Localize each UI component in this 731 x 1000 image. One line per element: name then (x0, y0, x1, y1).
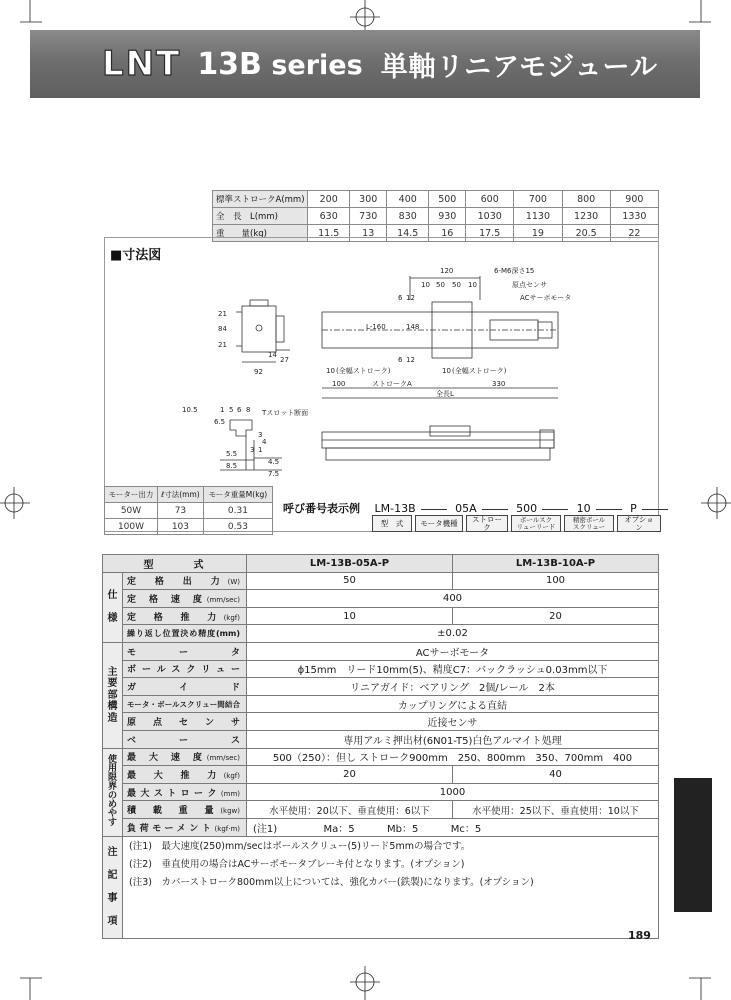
stroke-cell: 22 (610, 225, 658, 242)
dim-total: 全長L (436, 390, 454, 398)
dim-s21b: 21 (218, 341, 227, 349)
stroke-cell: 17.5 (466, 225, 514, 242)
stroke-cell: 13 (350, 225, 387, 242)
spec-row-rated-thrust: 定 格 推 力(kgf) 10 20 (103, 607, 659, 625)
spec-row-note3: (注3) カバーストローク800mm以上については、強化カバー(鉄製)になります。(オプション) (103, 872, 659, 890)
dim-t6: 6 (237, 406, 242, 414)
spec-row-max-stroke: 最大ストローク(mm) 1000 (103, 783, 659, 801)
stroke-table-row (213, 208, 659, 225)
dim-acmotor: ACサーボモータ (520, 294, 572, 302)
spec-row-note1: 注 記 事 項 (注1) 最大速度(250)mm/secはボールスクリュー(5)リード5mmの場合です。 (103, 836, 659, 854)
stroke-table-row (213, 191, 659, 208)
motor-header-cell: モータ重量M(kg) (203, 487, 272, 503)
motor-header-cell: モーター出力 (105, 487, 158, 503)
dim-t85: 8.5 (226, 462, 238, 470)
dim-s21a: 21 (218, 310, 227, 318)
stroke-cell: 730 (350, 208, 387, 225)
motor-header-cell: ℓ寸法(mm) (157, 487, 203, 503)
dim-m6: 6-M6深さ15 (494, 267, 535, 275)
model-code-example (283, 500, 670, 516)
stroke-cell: 800 (562, 191, 610, 208)
dim-t105: 10.5 (182, 406, 198, 414)
stroke-cell: 1130 (514, 208, 562, 225)
spec-row-max-thrust: 最 大 推 力(kgf) 20 40 (103, 766, 659, 784)
model-code-boxes (372, 515, 661, 532)
motor-cell: 100W (105, 519, 158, 535)
model-code-part: 500 (516, 502, 538, 515)
code-box-stroke: ストローク (466, 515, 508, 532)
index-tab (674, 778, 712, 912)
dim-t5: 5 (229, 406, 234, 414)
dim-tslot: Tスロット断面 (262, 409, 309, 417)
stroke-cell: 19 (514, 225, 562, 242)
stroke-cell: 700 (514, 191, 562, 208)
spec-row-blank (103, 890, 659, 938)
model-code-part: 10 (576, 502, 591, 515)
stroke-cell: 1230 (562, 208, 610, 225)
stroke-cell: 11.5 (308, 225, 350, 242)
page-number: 189 (628, 929, 651, 942)
spec-row-sensor: 原 点 セ ン サ 近接センサ (103, 713, 659, 731)
crop-mark-right (697, 483, 731, 523)
stroke-cell: 14.5 (387, 225, 429, 242)
dim-stroke: ストロークA (372, 380, 412, 388)
dim-t8: 8 (246, 406, 251, 414)
stroke-row-label: 重 量(kg) (213, 225, 308, 242)
series-label: 13B series (197, 46, 363, 82)
stroke-cell: 630 (308, 208, 350, 225)
dim-top50a: 50 (436, 281, 445, 289)
stroke-cell: 830 (387, 208, 429, 225)
corner-mark-tr (681, 0, 711, 30)
dimension-title: ■寸法図 (110, 248, 162, 263)
dim-top10b: 10 (468, 281, 477, 289)
dim-t4: 4 (262, 438, 267, 446)
dim-top10: 10 (421, 281, 430, 289)
stroke-cell: 16 (429, 225, 466, 242)
dim-t31: 3 (250, 446, 255, 454)
dim-t75: 7.5 (268, 470, 280, 478)
dim-origin: 原点センサ (512, 281, 547, 289)
dim-t1: 1 (220, 406, 225, 414)
corner-mark-br (681, 970, 711, 1000)
spec-row-motor: 主 要 部 構 造 モ ー タ ACサーボモータ (103, 642, 659, 660)
code-box-type: 型 式 (372, 515, 412, 532)
stroke-cell: 200 (308, 191, 350, 208)
corner-mark-tl (20, 0, 50, 30)
stroke-cell: 600 (466, 191, 514, 208)
code-box-lead: ボールスク リューリード (511, 515, 561, 532)
spec-row-ballscrew: ボールスクリュー ϕ15mm リード10mm(5)、精度C7：バックラッシュ0.03mm以下 (103, 660, 659, 678)
motor-cell: 0.31 (203, 503, 272, 519)
spec-row-rated-output: 仕 様 定 格 出 力(W) 50 100 (103, 572, 659, 590)
dim-d6b: 6 (398, 356, 403, 364)
dim-top120: 120 (440, 267, 454, 275)
spec-row-max-speed: 使 用 限 界 の め や す 最 大 速 度(mm/sec) 500（250）：但し ストローク900mm 250、800mm 350、700mm 400 (103, 748, 659, 766)
crop-mark-left (0, 483, 34, 523)
code-box-option: オプション (617, 515, 661, 532)
dim-stroke-b: (全幅ストローク) (452, 367, 507, 375)
stroke-cell: 900 (610, 191, 658, 208)
dim-d6a: 6 (398, 294, 403, 302)
model-code-part: 05A (455, 502, 477, 515)
brand-logo: LNT (102, 44, 182, 84)
motor-cell: 0.53 (203, 519, 272, 535)
dim-d10b: 10 (442, 367, 451, 375)
stroke-cell: 500 (429, 191, 466, 208)
spec-row-load: 積 載 重 量(kgw) 水平使用：20以下、垂直使用：6以下 水平使用：25以下、垂直使用：10以下 (103, 801, 659, 819)
stroke-cell: 400 (387, 191, 429, 208)
motor-table-row (105, 519, 273, 535)
spec-row-rated-speed: 定 格 速 度(mm/sec) 400 (103, 590, 659, 608)
spec-row-guide: ガ イ ド リニアガイド：ベアリング 2個/レール 2本 (103, 678, 659, 696)
dim-s27: 27 (280, 356, 289, 364)
spec-table (102, 554, 659, 939)
header-banner (30, 30, 700, 98)
dim-100: 100 (332, 380, 346, 388)
code-box-precision: 精密ボール スクリュー (564, 515, 614, 532)
stroke-cell: 1030 (466, 208, 514, 225)
dim-t31b: 1 (258, 446, 263, 454)
dim-s84: 84 (218, 325, 227, 333)
spec-row-model: 型 式 LM-13B-05A-P LM-13B-10A-P (103, 555, 659, 573)
dim-148: 148 (406, 323, 420, 331)
motor-table-row (105, 503, 273, 519)
spec-row-note2: (注2) 垂直使用の場合はACサーボモータブレーキ付となります。(オプション) (103, 854, 659, 872)
dim-t65: 6.5 (214, 418, 226, 426)
stroke-row-label: 全 長 L(mm) (213, 208, 308, 225)
dim-d12b: 12 (406, 356, 415, 364)
code-box-motor: モータ機種 (415, 515, 463, 532)
dim-stroke-a: (全幅ストローク) (336, 367, 391, 375)
motor-cell: 73 (157, 503, 203, 519)
model-code-part: LM-13B (374, 502, 416, 515)
dim-l160: L-160 (366, 323, 386, 331)
stroke-row-label: 標準ストロークA(mm) (213, 191, 308, 208)
stroke-table (212, 190, 659, 242)
motor-table (104, 486, 273, 535)
motor-cell: 50W (105, 503, 158, 519)
dim-330: 330 (492, 380, 506, 388)
stroke-cell: 20.5 (562, 225, 610, 242)
spec-row-repeat: 繰り返し位置決め精度(mm) ±0.02 (103, 625, 659, 643)
motor-cell: 103 (157, 519, 203, 535)
corner-mark-bl (20, 970, 50, 1000)
model-code-part: P (630, 502, 637, 515)
stroke-cell: 1330 (610, 208, 658, 225)
stroke-cell: 930 (429, 208, 466, 225)
spec-row-coupling: モータ・ボールスクリュー間結合 カップリングによる直結 (103, 695, 659, 713)
dim-s92: 92 (254, 368, 263, 376)
dim-d10a: 10 (326, 367, 335, 375)
stroke-cell: 300 (350, 191, 387, 208)
dim-t55: 5.5 (226, 450, 238, 458)
crop-mark-bottom (342, 960, 388, 1000)
dim-t45: 4.5 (268, 458, 280, 466)
dim-t3: 3 (258, 431, 263, 439)
spec-row-base: ベ ー ス 専用アルミ押出材(6N01-T5)白色アルマイト処理 (103, 730, 659, 748)
dim-top50b: 50 (452, 281, 461, 289)
motor-table-header (105, 487, 273, 503)
page-title: 単軸リニアモジュール (380, 51, 658, 83)
spec-row-moment: 負荷モーメント(kgf·m) (注1) Ma：5 Mb：5 Mc：5 (103, 818, 659, 836)
dim-d12a: 12 (406, 294, 415, 302)
model-code-label: 呼び番号表示例 (283, 502, 360, 515)
dim-s14: 14 (268, 351, 277, 359)
